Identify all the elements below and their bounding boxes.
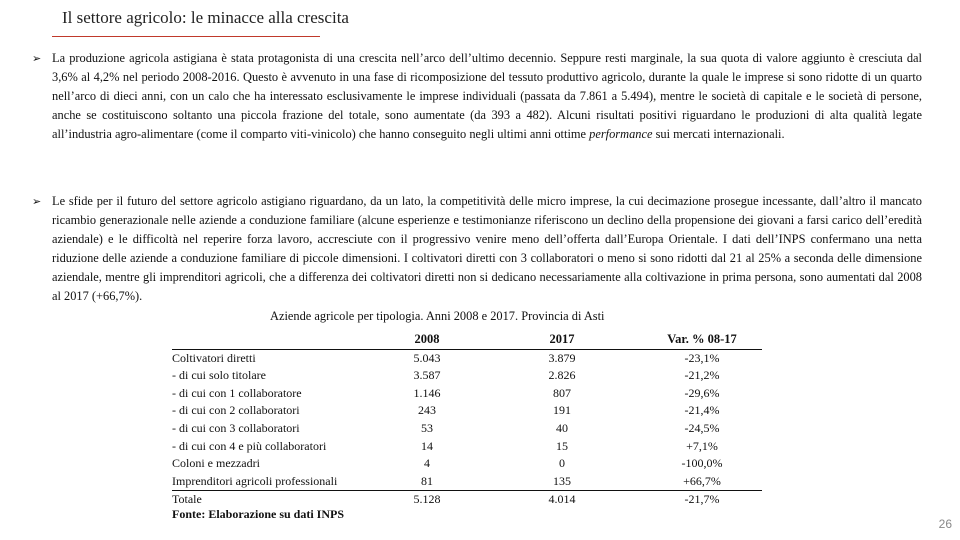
bullet-1 [32, 49, 922, 144]
cell-2008: 81 [372, 473, 482, 491]
cell-var: -23,1% [684, 350, 720, 365]
cell-var: -21,4% [684, 403, 720, 418]
table-row [172, 349, 762, 367]
table-header-2008: 2008 [372, 331, 482, 349]
table-row [172, 420, 762, 438]
row-label: - di cui con 2 collaboratori [172, 403, 300, 418]
bullet-2 [32, 192, 922, 306]
cell-var: -24,5% [684, 420, 720, 435]
cell-2017: 4.014 [548, 492, 576, 507]
cell-var: -21,2% [684, 368, 720, 383]
table-header-var: Var. % 08-17 [642, 331, 762, 349]
bullet-1-text-main: La produzione agricola astigiana è stata protagonista di una crescita nell’arco dell’ultimo decennio. Seppure resti marginale, la sua quota di valore aggiunto è cresciuta dal 3,6% al 4,2% nel periodo 2008-2016. Questo è avvenuto in una fase di ricomposizione del tessuto produttivo agricolo, durante la quale le imprese si sono ridotte di un quarto nell’arco di dieci anni, con un calo che ha interessato esclusivamente le imprese individuali (passata da 7.861 a 5.494), mentre le società di capitale e le società di persone, anche se costituiscono soltanto una piccola frazione del totale, sono aumentate (da 393 a 482). Alcuni risultati positivi riguardano le produzioni di alta qualità legate all’industria agro-alimentare (come il comparto viti-vinicolo) che hanno conseguito negli ultimi anni ottime [52, 51, 922, 141]
cell-2008: 3.587 [413, 368, 441, 383]
cell-2008: 53 [421, 420, 433, 435]
row-label: - di cui con 4 e più collaboratori [172, 438, 327, 453]
cell-2008: 5.043 [413, 350, 441, 365]
cell-2017: 807 [553, 385, 571, 400]
cell-2008: 1.146 [413, 385, 441, 400]
cell-2017: 40 [556, 420, 568, 435]
table-header-2017: 2017 [482, 331, 642, 349]
cell-2017: 2.826 [548, 368, 576, 383]
table-row [172, 438, 762, 456]
row-label: Imprenditori agricoli professionali [172, 473, 372, 491]
row-label: Coloni e mezzadri [172, 456, 260, 471]
cell-var: +7,1% [686, 438, 718, 453]
aziende-agricole-table [172, 331, 762, 509]
bullet-1-emphasis: performance [589, 127, 653, 141]
cell-var: -29,6% [684, 385, 720, 400]
cell-2017: 191 [553, 403, 571, 418]
row-label: Totale [172, 492, 202, 507]
table-row [172, 402, 762, 420]
table-row [172, 473, 762, 491]
bullet-1-text [32, 49, 922, 144]
table-source: Fonte: Elaborazione su dati INPS [172, 507, 345, 521]
table-row [172, 455, 762, 473]
cell-var: +66,7% [642, 473, 762, 491]
bullet-1-text-end: sui mercati internazionali. [652, 127, 785, 141]
slide-title: Il settore agricolo: le minacce alla crescita [62, 8, 349, 27]
arrow-bullet-icon: ➢ [32, 195, 42, 208]
table-row [172, 367, 762, 385]
row-label: - di cui con 1 collaboratore [172, 385, 302, 400]
table-row [172, 385, 762, 403]
cell-2017: 15 [556, 438, 568, 453]
row-label: - di cui con 3 collaboratori [172, 420, 300, 435]
cell-2008: 4 [424, 456, 430, 471]
cell-2008: 14 [421, 438, 433, 453]
arrow-bullet-icon: ➢ [32, 52, 42, 65]
cell-2008: 5.128 [413, 492, 441, 507]
cell-2017: 0 [559, 456, 565, 471]
row-label: Coltivatori diretti [172, 350, 256, 365]
table-header-blank [172, 331, 372, 349]
title-underline [52, 36, 320, 37]
row-label: - di cui solo titolare [172, 368, 266, 383]
cell-2008: 243 [418, 403, 436, 418]
cell-var: -21,7% [684, 492, 720, 507]
table-caption: Aziende agricole per tipologia. Anni 2008 e 2017. Provincia di Asti [270, 309, 605, 323]
cell-2017: 3.879 [548, 350, 576, 365]
cell-var: -100,0% [681, 456, 723, 471]
cell-2017: 135 [482, 473, 642, 491]
bullet-2-text: Le sfide per il futuro del settore agricolo astigiano riguardano, da un lato, la competitività delle micro imprese, la cui decimazione prosegue incessante, dall’altro il mancato ricambio generazionale nelle aziende a conduzione familiare (alcune esperienze e testimonianze riferiscono un declino della propensione dei giovani a farsi carico dell’eredità aziendale) e le difficoltà nel reperire forza lavoro, accresciute con il progressivo venire meno dell’offerta dall’Europa Orientale. I dati dell’INPS confermano una netta riduzione delle aziende a conduzione familiare di piccole dimensioni. I coltivatori diretti con 3 collaboratori o meno si sono ridotti dal 21 al 25% a seconda delle dimensione aziendale, mentre gli imprenditori agricoli, che a differenza dei coltivatori diretti non si dedicano necessariamente alla coltivazione in prima persona, sono aumentati dal 2008 al 2017 (+66,7%). [52, 194, 922, 303]
table-header-row [172, 331, 762, 349]
page-number: 26 [938, 517, 952, 531]
